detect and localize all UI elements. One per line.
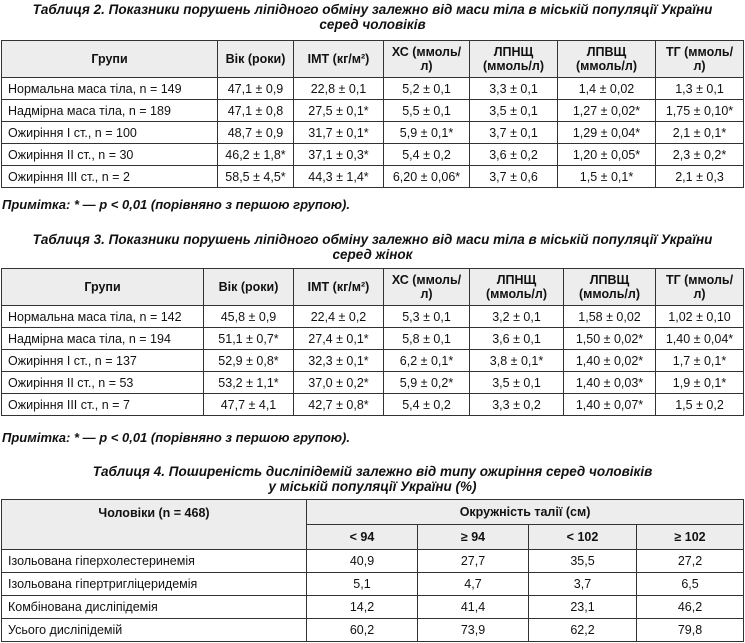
table-row [2,306,744,328]
table-cell: 62,2 [529,619,637,642]
table4-group-header: Окружність талії (см) [307,500,744,525]
table-cell: Комбінована дисліпідемія [2,596,307,619]
table2-caption [0,2,745,32]
table-cell: 5,2 ± 0,1 [384,78,470,100]
table-cell: 5,5 ± 0,1 [384,100,470,122]
table-cell: 6,20 ± 0,06* [384,166,470,188]
table-cell: 3,7 ± 0,6 [470,166,558,188]
table4-caption-line1: Таблиця 4. Поширеність дисліпідемій залежно від типу ожиріння серед чоловіків [92,464,653,479]
table-cell: 1,5 ± 0,1* [558,166,656,188]
table4-subheader: < 94 [307,525,418,550]
table3-header-cell: Вік (роки) [204,269,294,306]
table-cell: 14,2 [307,596,418,619]
table-cell: 47,7 ± 4,1 [204,394,294,416]
table-cell: 1,40 ± 0,07* [564,394,656,416]
table2-header-cell: ЛПНЩ (ммоль/л) [470,41,558,78]
table-cell: 46,2 [637,596,744,619]
table-cell: 4,7 [418,573,529,596]
table-row [2,166,744,188]
table3-note: Примітка: * — p < 0,01 (порівняно з першою групою). [2,430,350,445]
table-cell: 1,02 ± 0,10 [656,306,744,328]
table-cell: 1,40 ± 0,02* [564,350,656,372]
table-cell: Надмірна маса тіла, n = 189 [2,100,218,122]
table-cell: 3,5 ± 0,1 [470,100,558,122]
table-cell: 27,5 ± 0,1* [294,100,384,122]
table2-header-cell: Вік (роки) [218,41,294,78]
table-cell: 31,7 ± 0,1* [294,122,384,144]
table3-header-cell: Групи [2,269,204,306]
table4-body [2,550,744,642]
table2-caption-line1: Таблиця 2. Показники порушень ліпідного обміну залежно від маси тіла в міській популяції України [32,2,713,17]
table-cell: 5,4 ± 0,2 [384,144,470,166]
table-cell: 3,8 ± 0,1* [470,350,564,372]
table3-header-cell: ХС (ммоль/л) [384,269,470,306]
table-cell: 45,8 ± 0,9 [204,306,294,328]
table-cell: 37,0 ± 0,2* [294,372,384,394]
table3-header-cell: ЛПВЩ (ммоль/л) [564,269,656,306]
table-cell: 51,1 ± 0,7* [204,328,294,350]
table-cell: 27,4 ± 0,1* [294,328,384,350]
table-cell: 53,2 ± 1,1* [204,372,294,394]
table-cell: Ожиріння І ст., n = 100 [2,122,218,144]
table2 [1,40,744,188]
table-cell: 5,9 ± 0,2* [384,372,470,394]
table-cell: 1,9 ± 0,1* [656,372,744,394]
table4-subheader: ≥ 94 [418,525,529,550]
table-cell: 3,2 ± 0,1 [470,306,564,328]
table-cell: Ожиріння ІІ ст., n = 53 [2,372,204,394]
table-cell: Ожиріння ІІІ ст., n = 7 [2,394,204,416]
table3-caption [0,232,745,262]
table-cell: 58,5 ± 4,5* [218,166,294,188]
table-cell: 32,3 ± 0,1* [294,350,384,372]
table4-subheader: < 102 [529,525,637,550]
table2-header [2,41,744,78]
table2-note: Примітка: * — p < 0,01 (порівняно з першою групою). [2,197,350,212]
table-cell: 5,9 ± 0,1* [384,122,470,144]
table-cell: 2,1 ± 0,3 [656,166,744,188]
table-cell: 52,9 ± 0,8* [204,350,294,372]
table3-caption-line2: серед жінок [332,247,413,262]
table-cell: Нормальна маса тіла, n = 149 [2,78,218,100]
table-cell: 1,50 ± 0,02* [564,328,656,350]
table4-row-header: Чоловіки (n = 468) [2,500,307,550]
table2-header-cell: ТГ (ммоль/л) [656,41,744,78]
table-row [2,144,744,166]
table-cell: 1,75 ± 0,10* [656,100,744,122]
table-cell: Усього дисліпідемій [2,619,307,642]
table-cell: 27,2 [637,550,744,573]
table-row [2,100,744,122]
table-cell: 1,4 ± 0,02 [558,78,656,100]
table3 [1,268,744,416]
table-cell: 47,1 ± 0,8 [218,100,294,122]
table-cell: 79,8 [637,619,744,642]
table-cell: 2,3 ± 0,2* [656,144,744,166]
table-cell: 5,4 ± 0,2 [384,394,470,416]
table-cell: 40,9 [307,550,418,573]
table-cell: Ожиріння І ст., n = 137 [2,350,204,372]
table-cell: 1,29 ± 0,04* [558,122,656,144]
table2-header-cell: ХС (ммоль/л) [384,41,470,78]
table-row [2,573,744,596]
table-cell: 1,7 ± 0,1* [656,350,744,372]
table3-header-cell: ІМТ (кг/м²) [294,269,384,306]
table-cell: 27,7 [418,550,529,573]
table2-caption-line2: серед чоловіків [319,17,426,32]
table-cell: 1,58 ± 0,02 [564,306,656,328]
table2-header-cell: ІМТ (кг/м²) [294,41,384,78]
table-cell: 46,2 ± 1,8* [218,144,294,166]
table4-subheader: ≥ 102 [637,525,744,550]
table-row [2,122,744,144]
table-row [2,372,744,394]
table3-header [2,269,744,306]
table-cell: 1,20 ± 0,05* [558,144,656,166]
table-row [2,350,744,372]
table-cell: 41,4 [418,596,529,619]
table-row [2,596,744,619]
table-cell: 3,3 ± 0,2 [470,394,564,416]
table2-header-cell: ЛПВЩ (ммоль/л) [558,41,656,78]
table-cell: 42,7 ± 0,8* [294,394,384,416]
table-cell: 3,6 ± 0,1 [470,328,564,350]
table-row [2,550,744,573]
table-cell: 44,3 ± 1,4* [294,166,384,188]
table-cell: 1,27 ± 0,02* [558,100,656,122]
table-cell: 6,5 [637,573,744,596]
table-row [2,394,744,416]
table-cell: 2,1 ± 0,1* [656,122,744,144]
table-cell: 1,40 ± 0,03* [564,372,656,394]
table-cell: 1,3 ± 0,1 [656,78,744,100]
table-cell: 3,6 ± 0,2 [470,144,558,166]
table2-header-cell: Групи [2,41,218,78]
table-cell: Надмірна маса тіла, n = 194 [2,328,204,350]
table-row [2,328,744,350]
table-cell: Нормальна маса тіла, n = 142 [2,306,204,328]
table-cell: 1,5 ± 0,2 [656,394,744,416]
table-row [2,78,744,100]
table4-caption-line2: у міській популяції України (%) [268,479,477,494]
table-cell: 23,1 [529,596,637,619]
table-cell: 3,5 ± 0,1 [470,372,564,394]
table-cell: Ізольована гіперхолестеринемія [2,550,307,573]
table3-body [2,306,744,416]
table4-header [2,500,744,550]
table-cell: 5,3 ± 0,1 [384,306,470,328]
table4-caption [0,464,745,494]
table-cell: 3,3 ± 0,1 [470,78,558,100]
table3-caption-line1: Таблиця 3. Показники порушень ліпідного обміну залежно від маси тіла в міській популяції України [32,232,713,247]
table-cell: 5,1 [307,573,418,596]
table-cell: 3,7 ± 0,1 [470,122,558,144]
table4 [1,499,744,642]
table-cell: 60,2 [307,619,418,642]
table-cell: 48,7 ± 0,9 [218,122,294,144]
table3-header-cell: ТГ (ммоль/л) [656,269,744,306]
table-cell: Ожиріння ІІІ ст., n = 2 [2,166,218,188]
table-cell: 47,1 ± 0,9 [218,78,294,100]
table3-header-cell: ЛПНЩ (ммоль/л) [470,269,564,306]
table2-body [2,78,744,188]
table-cell: 3,7 [529,573,637,596]
table-cell: 5,8 ± 0,1 [384,328,470,350]
table-cell: Ізольована гіпертригліцеридемія [2,573,307,596]
table-cell: 22,4 ± 0,2 [294,306,384,328]
table-row [2,619,744,642]
table-cell: 73,9 [418,619,529,642]
table-cell: 22,8 ± 0,1 [294,78,384,100]
table-cell: 1,40 ± 0,04* [656,328,744,350]
table-cell: 35,5 [529,550,637,573]
table-cell: Ожиріння ІІ ст., n = 30 [2,144,218,166]
table-cell: 6,2 ± 0,1* [384,350,470,372]
table-cell: 37,1 ± 0,3* [294,144,384,166]
